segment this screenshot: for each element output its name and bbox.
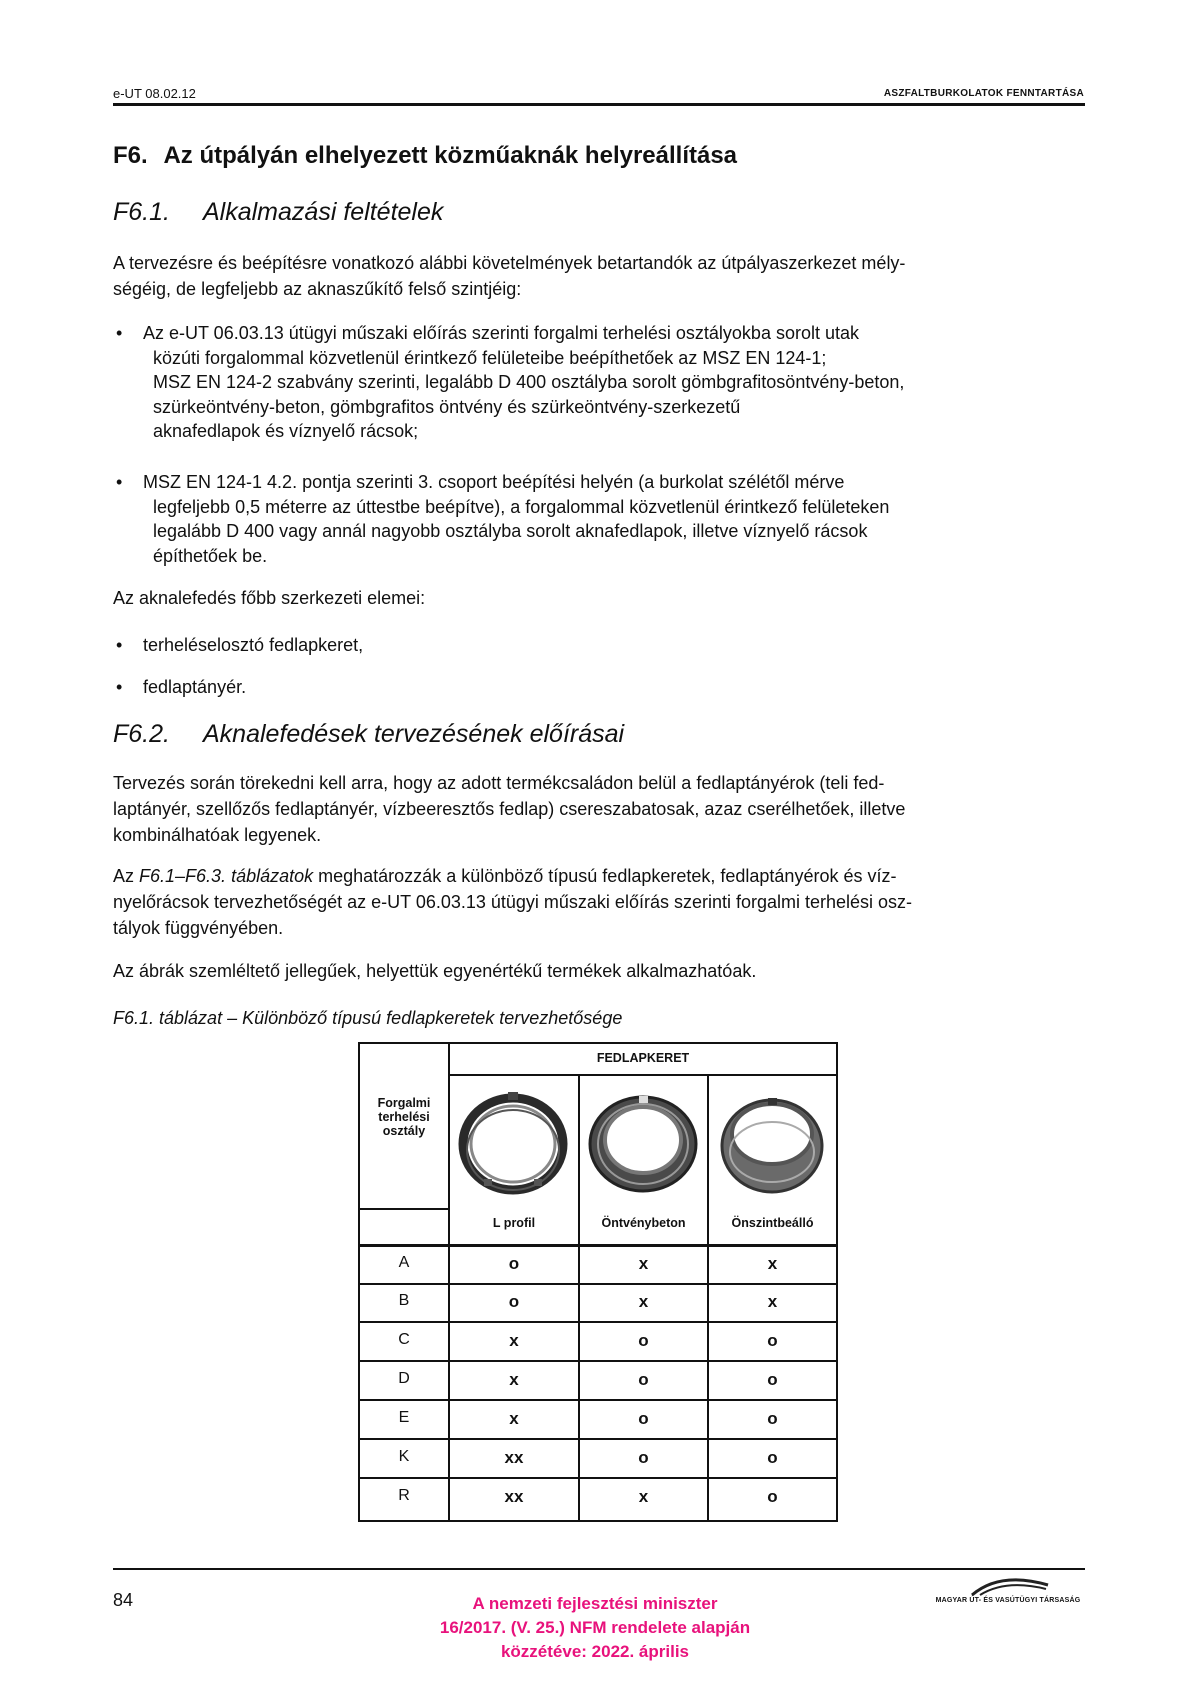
table-cell: x bbox=[767, 1292, 778, 1311]
section-title: Alkalmazási feltételek bbox=[203, 198, 444, 226]
table-cell: xx bbox=[504, 1448, 524, 1467]
paragraph: Az ábrák szemléltető jellegűek, helyettük egyenértékű termékek alkalmazhatóak. bbox=[113, 961, 757, 981]
table-reference: F6.1–F6.3. táblázatok bbox=[139, 866, 314, 886]
bullet-icon: • bbox=[116, 472, 123, 492]
society-logo bbox=[930, 1575, 1086, 1615]
table-cell: x bbox=[509, 1409, 519, 1428]
row-class: E bbox=[398, 1409, 410, 1426]
table-cell: x bbox=[509, 1370, 519, 1389]
section-number: F6.1. bbox=[113, 198, 170, 226]
column-header: Önszintbeálló bbox=[731, 1216, 814, 1230]
row-class: R bbox=[398, 1487, 410, 1504]
row-class: C bbox=[398, 1331, 410, 1348]
l-profile-frame-icon bbox=[454, 1082, 572, 1200]
section-number: F6.2. bbox=[113, 720, 170, 748]
bullet-line: aknafedlapok és víznyelő rácsok; bbox=[153, 421, 419, 441]
table-cell: o bbox=[767, 1331, 778, 1350]
note-line: közzétéve: 2022. április bbox=[500, 1642, 690, 1661]
table-cell: o bbox=[767, 1370, 778, 1389]
table-cell: x bbox=[509, 1331, 519, 1350]
bullet-line: Az e-UT 06.03.13 útügyi műszaki előírás szerinti forgalmi terhelési osztályokba sorolt utak bbox=[143, 323, 859, 343]
frame-table bbox=[358, 1042, 838, 1522]
row-class: K bbox=[398, 1448, 410, 1465]
table-cell: x bbox=[638, 1292, 649, 1311]
table-divider bbox=[360, 1244, 836, 1247]
table-divider bbox=[360, 1208, 448, 1210]
table-cell: o bbox=[508, 1254, 520, 1273]
section-heading-f6-1 bbox=[113, 198, 443, 227]
bullet-line: közúti forgalommal közvetlenül érintkező felületeibe beépíthetőek az MSZ EN 124-1; bbox=[153, 347, 827, 368]
paragraph-line: laptányér, szellőzős fedlaptányér, vízbeeresztős fedlap) csereszabatosak, azaz cserélhetőek, illetve bbox=[113, 799, 906, 819]
road-arc-icon bbox=[970, 1575, 1050, 1597]
text-run: meghatározzák a különböző típusú fedlapkeretek, fedlaptányérok és víz- bbox=[313, 866, 897, 886]
footer-rule bbox=[113, 1568, 1085, 1570]
table-cell: o bbox=[638, 1409, 649, 1428]
table-divider bbox=[360, 1477, 836, 1479]
chapter-title-text: Az útpályán elhelyezett közműaknák helyreállítása bbox=[163, 142, 738, 169]
row-header bbox=[360, 1096, 448, 1138]
table-cell: o bbox=[508, 1292, 520, 1311]
table-cell: o bbox=[638, 1448, 649, 1467]
intro-paragraph bbox=[113, 250, 1085, 302]
bullet-line: építhetőek be. bbox=[153, 545, 268, 566]
paragraph-line: nyelőrácsok tervezhetőségét az e-UT 06.03.13 útügyi műszaki előírás szerinti forgalmi terhelési osz- bbox=[113, 892, 913, 912]
note-line: 16/2017. (V. 25.) NFM rendelete alapján bbox=[439, 1618, 751, 1637]
row-header-line: terhelési bbox=[378, 1110, 430, 1124]
table-cell: o bbox=[767, 1487, 778, 1506]
table-cell: o bbox=[638, 1331, 649, 1350]
row-header-line: osztály bbox=[382, 1124, 426, 1138]
header-rule bbox=[113, 103, 1085, 106]
section-heading-f6-2 bbox=[113, 720, 624, 749]
running-title: ASZFALTBURKOLATOK FENNTARTÁSA bbox=[883, 88, 1084, 99]
bullet-line: MSZ EN 124-1 4.2. pontja szerinti 3. csoport beépítési helyén (a burkolat szélétől mérve bbox=[143, 472, 845, 492]
column-header: L profil bbox=[492, 1216, 536, 1230]
note-line: A nemzeti fejlesztési miniszter bbox=[472, 1594, 718, 1613]
paragraph bbox=[113, 863, 1085, 941]
paragraph-line: Tervezés során törekedni kell arra, hogy az adott termékcsaládon belül a fedlaptányérok (teli fed- bbox=[113, 773, 885, 793]
logo-text: MAGYAR ÚT- ÉS VASÚTÜGYI TÁRSASÁG bbox=[935, 1597, 1081, 1604]
table-cell: x bbox=[638, 1487, 649, 1506]
table-caption: F6.1. táblázat – Különböző típusú fedlapkeretek tervezhetősége bbox=[113, 1008, 623, 1028]
table-cell: o bbox=[767, 1448, 778, 1467]
table-divider bbox=[360, 1399, 836, 1401]
bullet-line: MSZ EN 124-2 szabvány szerinti, legalább D 400 osztályba sorolt gömbgrafitosöntvény-beton, bbox=[153, 372, 905, 392]
chapter-number: F6. bbox=[113, 142, 148, 169]
self-leveling-frame-icon bbox=[712, 1082, 832, 1200]
column-header: Öntvénybeton bbox=[601, 1216, 686, 1230]
bullet-icon: • bbox=[116, 323, 123, 343]
table-cell: x bbox=[638, 1254, 649, 1273]
table-cell: o bbox=[767, 1409, 778, 1428]
table-divider bbox=[360, 1438, 836, 1440]
elements-intro: Az aknalefedés főbb szerkezeti elemei: bbox=[113, 588, 426, 608]
group-header: FEDLAPKERET bbox=[596, 1051, 690, 1065]
paragraph-line: tályok függvényében. bbox=[113, 918, 284, 938]
document-code: e-UT 08.02.12 bbox=[113, 86, 196, 101]
bullet-line: legfeljebb 0,5 méterre az úttestbe beépítve), a forgalommal közvetlenül érintkező felületeken bbox=[153, 496, 890, 517]
text-run: Az bbox=[113, 866, 140, 886]
bullet-line: szürkeöntvény-beton, gömbgrafitos öntvény és szürkeöntvény-szerkezetű bbox=[153, 396, 741, 417]
table-cell: o bbox=[638, 1370, 649, 1389]
paragraph-line: kombinálhatóak legyenek. bbox=[113, 825, 322, 845]
section-title: Aknalefedések tervezésének előírásai bbox=[203, 720, 625, 748]
paragraph-line bbox=[113, 863, 1085, 889]
bullet-line: fedlaptányér. bbox=[143, 677, 247, 697]
bullet-line: legalább D 400 vagy annál nagyobb osztályba sorolt aknafedlapok, illetve víznyelő rácsok bbox=[153, 521, 868, 541]
row-header-line: Forgalmi bbox=[377, 1096, 431, 1110]
paragraph bbox=[113, 770, 1085, 848]
page-number: 84 bbox=[113, 1590, 134, 1610]
table-divider bbox=[360, 1321, 836, 1323]
cast-concrete-frame-icon bbox=[583, 1082, 703, 1200]
row-class: B bbox=[398, 1292, 410, 1309]
table-divider bbox=[360, 1283, 836, 1285]
paragraph-line: A tervezésre és beépítésre vonatkozó alábbi követelmények betartandók az útpályaszerkezet mély- bbox=[113, 253, 906, 273]
table-divider bbox=[360, 1360, 836, 1362]
chapter-title bbox=[113, 142, 737, 170]
row-class: D bbox=[398, 1370, 410, 1387]
paragraph-line: ségéig, de legfeljebb az aknaszűkítő felső szintjéig: bbox=[113, 279, 522, 299]
table-cell: x bbox=[767, 1254, 778, 1273]
bullet-icon: • bbox=[116, 635, 123, 655]
row-class: A bbox=[398, 1254, 410, 1271]
bullet-line: terheléselosztó fedlapkeret, bbox=[143, 635, 364, 655]
table-divider bbox=[448, 1074, 836, 1076]
bullet-icon: • bbox=[116, 677, 123, 697]
table-cell: xx bbox=[504, 1487, 524, 1506]
